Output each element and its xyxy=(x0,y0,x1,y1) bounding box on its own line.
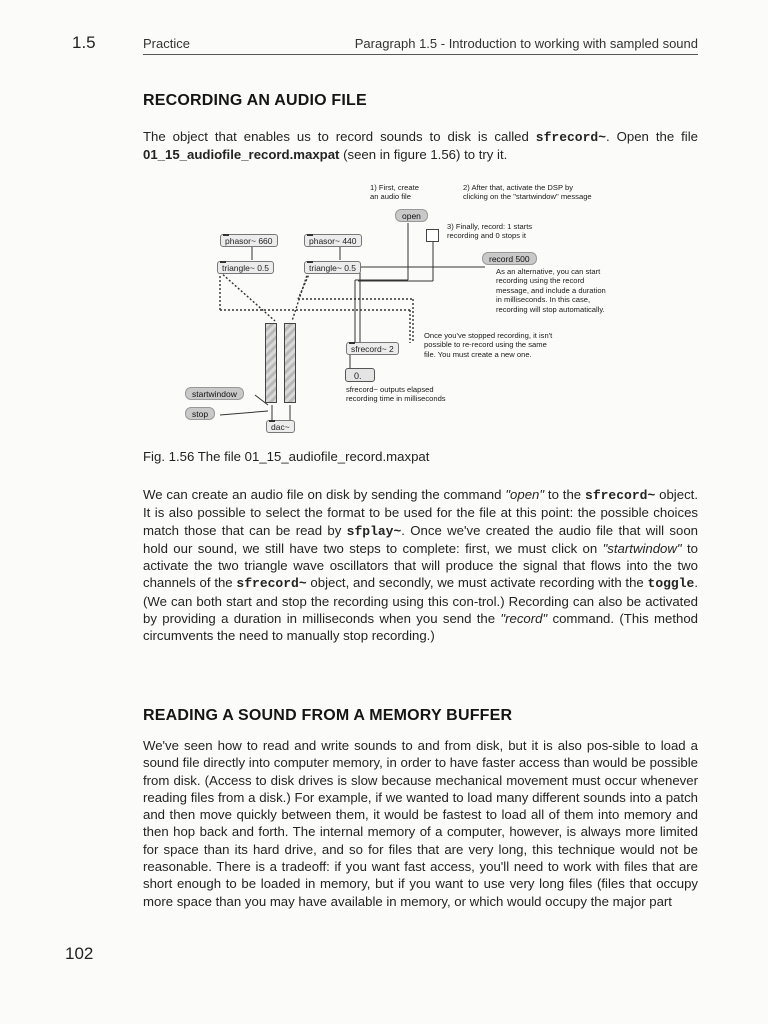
section-heading-recording: RECORDING AN AUDIO FILE xyxy=(143,92,367,109)
command-startwindow: "startwindow" xyxy=(602,540,682,556)
record-message[interactable]: record 500 xyxy=(482,252,537,265)
phasor-object: phasor~ 660 xyxy=(220,234,278,247)
left-level-meter xyxy=(265,323,277,403)
command-open: "open" xyxy=(505,487,545,502)
record-toggle[interactable] xyxy=(426,229,439,242)
body-text: object. It is also possible to select the format to be used for the file at this point: the possible choices match those that can be read by xyxy=(143,487,698,538)
stop-message[interactable]: stop xyxy=(185,407,215,420)
note-rerecord: Once you've stopped recording, it isn't possible to re-record using the same file. You must create a new one. xyxy=(424,331,553,359)
triangle-object: triangle~ 0.5 xyxy=(217,261,274,274)
body-text: command. (This method circumvents the need to manually stop recording.) xyxy=(143,611,698,644)
note-activate-dsp: 2) After that, activate the DSP by clicking on the "startwindow" message xyxy=(463,183,592,202)
filename: 01_15_audiofile_record.maxpat xyxy=(143,147,340,163)
page-number: 102 xyxy=(65,944,94,963)
body-text: . Once we've created the audio file that will soon hold our sound, we still have two steps to complete: first, we must click on xyxy=(143,522,698,556)
body-text: to the xyxy=(544,487,586,502)
intro-text: The object that enables us to record sounds to disk is called xyxy=(143,129,536,144)
code-toggle: toggle xyxy=(647,576,695,592)
header-rule xyxy=(143,54,698,55)
body-text: We've seen how to read and write sounds to and from disk, but it is also pos-sible to load a sound file directly into computer memory, in order to have faster access than would be possible from disk. (Access to disk drives is slow because mechanical movement must occur whenever reading files from a disk.) For example, if we wanted to load many different sounds into a patch and then move quickly between them, it would be fastest to load all of them into memory and then hop back and forth. The internal memory of a computer, however, is always more limited for space than its hard drive, and so for files that are very long, this technique would not be reasonable. There is a tradeoff: if you want fast access, you'll need to work with files that are short enough to be loaded in memory, but if you want to use very long files (files that occupy more space than you may have available in memory, or which would occupy the major part xyxy=(143,738,698,909)
note-create-file: 1) First, create an audio file xyxy=(370,183,419,202)
chapter-number: 1.5 xyxy=(72,33,96,52)
section-heading-memory-buffer: READING A SOUND FROM A MEMORY BUFFER xyxy=(143,707,513,724)
elapsed-time-number[interactable]: 0. xyxy=(345,368,375,382)
figure-caption: Fig. 1.56 The file 01_15_audiofile_record.maxpat xyxy=(143,449,430,464)
code-sfrecord: sfrecord~ xyxy=(585,488,656,503)
running-header-title: Paragraph 1.5 - Introduction to working with sampled sound xyxy=(354,36,698,51)
phasor-object: phasor~ 440 xyxy=(304,234,362,247)
right-level-meter xyxy=(284,323,296,403)
intro-paragraph xyxy=(143,128,698,164)
body-text: object, and secondly, we must activate recording with the xyxy=(306,575,648,591)
body-text: . (We can both start and stop the recording using this con-trol.) Recording can also be activated by providing a duration in milliseconds when you send the xyxy=(143,575,698,627)
body-text: to activate the two triangle wave oscillators that will produce the signal that flows into the two channels of the xyxy=(143,540,698,591)
figure-patch xyxy=(180,173,660,448)
dac-object: dac~ xyxy=(266,420,295,433)
open-message[interactable]: open xyxy=(395,209,428,222)
body-paragraph-memory xyxy=(143,737,698,910)
body-paragraph-recording xyxy=(143,486,698,645)
code-sfplay: sfplay~ xyxy=(346,523,402,539)
note-elapsed-time: sfrecord~ outputs elapsed recording time in milliseconds xyxy=(346,385,446,404)
intro-text: . Open the file xyxy=(606,129,698,144)
note-record-toggle: 3) Finally, record: 1 starts recording and 0 stops it xyxy=(447,222,533,241)
startwindow-message[interactable]: startwindow xyxy=(185,387,244,400)
running-header-section: Practice xyxy=(143,36,190,51)
triangle-object: triangle~ 0.5 xyxy=(304,261,361,274)
code-sfrecord: sfrecord~ xyxy=(535,130,607,145)
body-text: We can create an audio file on disk by sending the command xyxy=(143,487,506,502)
intro-text: (seen in figure 1.56) to try it. xyxy=(339,147,508,163)
command-record: "record" xyxy=(500,611,548,627)
note-record-message: As an alternative, you can start recording using the record message, and include a duration in milliseconds. In this case, recording will stop automatically. xyxy=(496,267,606,314)
code-sfrecord: sfrecord~ xyxy=(236,576,307,592)
sfrecord-object: sfrecord~ 2 xyxy=(346,342,399,355)
